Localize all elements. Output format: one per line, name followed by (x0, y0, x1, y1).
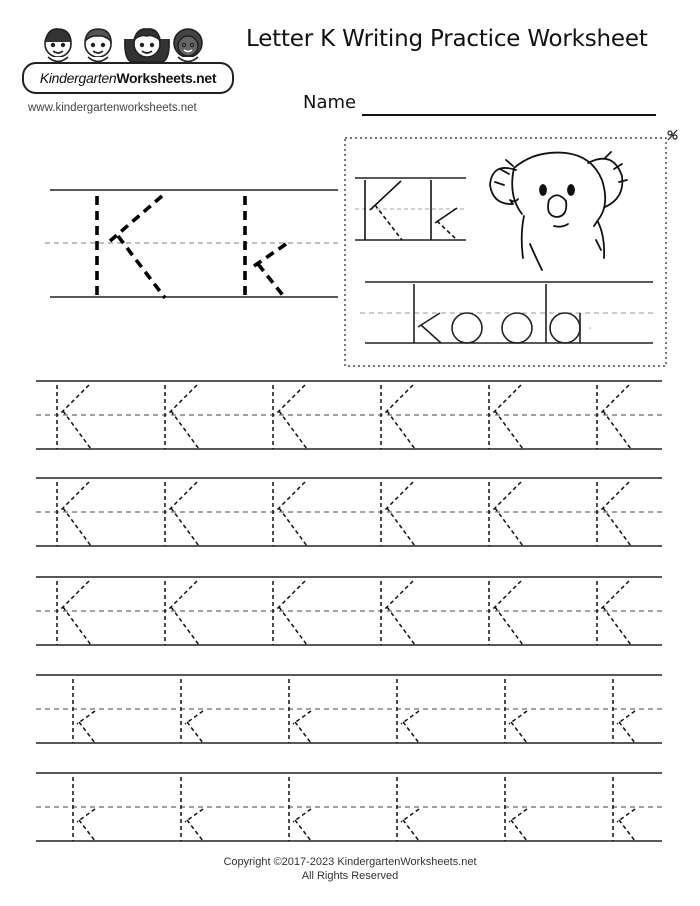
trace-letter-k[interactable] (289, 679, 311, 743)
scissors-icon (668, 130, 677, 140)
trace-letter-k[interactable] (613, 679, 635, 743)
trace-letter-K[interactable] (597, 581, 631, 645)
trace-letter-K[interactable] (165, 385, 199, 449)
trace-letter-K[interactable] (381, 482, 415, 546)
small-letter-k (431, 180, 457, 240)
practice-row[interactable] (36, 773, 662, 841)
trace-letter-K[interactable] (57, 385, 91, 449)
small-letter-K (365, 180, 402, 240)
logo-brand-part1: Kindergarten (39, 70, 117, 86)
practice-rows (36, 381, 662, 841)
trace-letter-K[interactable] (597, 385, 631, 449)
trace-letter-K[interactable] (597, 482, 631, 546)
trace-letter-k[interactable] (505, 777, 527, 841)
trace-letter-K[interactable] (57, 581, 91, 645)
trace-letter-k[interactable] (397, 777, 419, 841)
practice-row[interactable] (36, 675, 662, 743)
trace-letter-K[interactable] (273, 581, 307, 645)
practice-row[interactable] (36, 577, 662, 645)
model-guide-lines (45, 190, 338, 297)
trace-letter-K[interactable] (381, 385, 415, 449)
page-title: Letter K Writing Practice Worksheet (246, 26, 648, 52)
trace-letter-K[interactable] (165, 581, 199, 645)
trace-letter-k[interactable] (73, 777, 95, 841)
trace-letter-K[interactable] (165, 482, 199, 546)
rights-text: All Rights Reserved (301, 870, 399, 882)
trace-letter-k[interactable] (73, 679, 95, 743)
trace-letter-K[interactable] (273, 385, 307, 449)
koala-icon (490, 152, 627, 270)
trace-letter-K[interactable] (489, 581, 523, 645)
copyright-text: Copyright ©2017-2023 KindergartenWorksheets.net (223, 856, 477, 868)
trace-letter-K[interactable] (381, 581, 415, 645)
trace-letter-k[interactable] (181, 777, 203, 841)
model-letter-k (245, 196, 286, 298)
name-label: Name (303, 92, 357, 113)
logo-brand-part2: Worksheets.net (116, 70, 217, 86)
word-guide-lines (360, 282, 653, 343)
trace-letter-k[interactable] (613, 777, 635, 841)
model-letter-K (97, 196, 165, 298)
trace-letter-K[interactable] (489, 385, 523, 449)
practice-row[interactable] (36, 381, 662, 449)
footer (0, 855, 700, 883)
site-url[interactable]: www.kindergartenworksheets.net (28, 102, 197, 114)
word-koala-trace (414, 284, 590, 343)
trace-letter-k[interactable] (505, 679, 527, 743)
trace-letter-K[interactable] (489, 482, 523, 546)
practice-row[interactable] (36, 478, 662, 546)
trace-letter-K[interactable] (273, 482, 307, 546)
trace-letter-K[interactable] (57, 482, 91, 546)
trace-letter-k[interactable] (397, 679, 419, 743)
trace-letter-k[interactable] (181, 679, 203, 743)
trace-letter-k[interactable] (289, 777, 311, 841)
